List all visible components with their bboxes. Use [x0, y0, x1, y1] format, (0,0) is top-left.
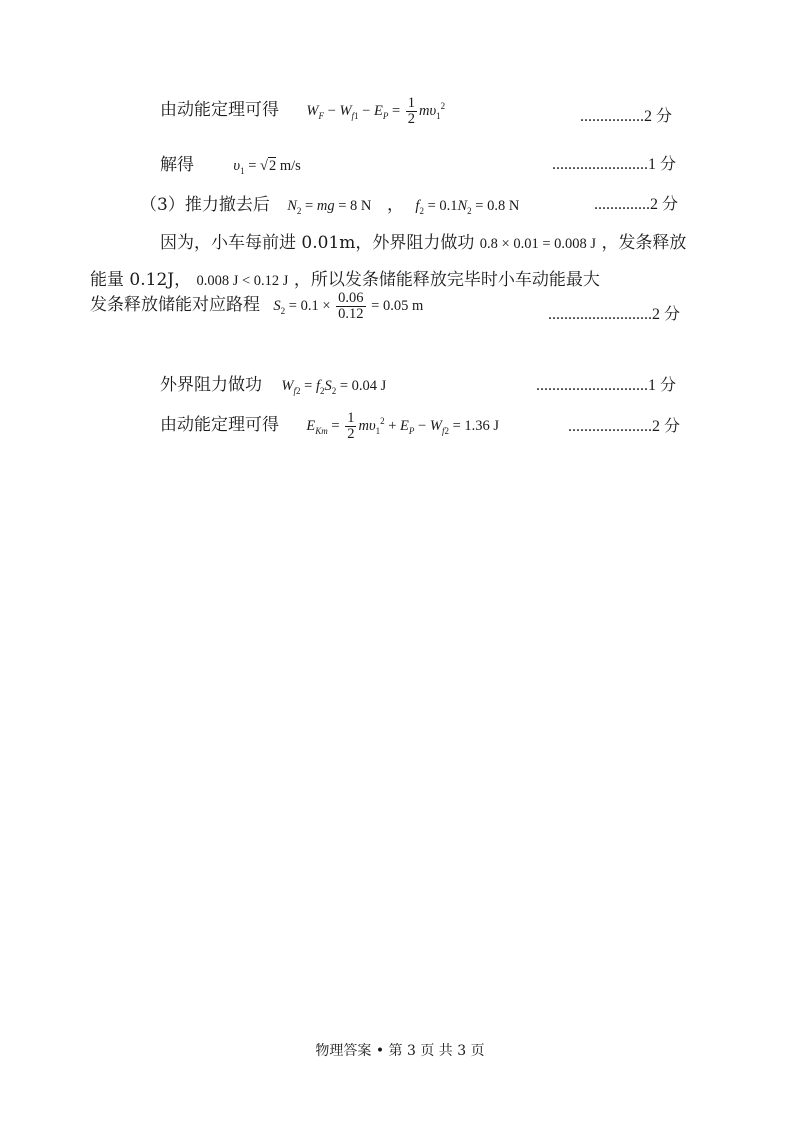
- page-footer: 物理答案 • 第 3 页 共 3 页: [315, 1043, 485, 1059]
- line-part-3: [140, 190, 519, 215]
- fraction: $\frac{1}{2}$: [407, 94, 416, 128]
- score-label: ..............2 分: [594, 196, 679, 213]
- kinetic-energy-equation: $E_{Km}$ = $\frac{1}{2}$ $m\upsilon_1^2 + E_P - W_{f2} = 1.36$ J: [306, 409, 500, 443]
- fraction-numerator: 0.06: [338, 289, 364, 306]
- fraction-denominator: 0.12: [338, 306, 364, 323]
- line-distance: [90, 290, 423, 322]
- line-label: 外界阻力做功: [160, 375, 262, 395]
- fraction: [336, 291, 365, 322]
- line-solution-velocity: [160, 150, 301, 175]
- resistance-work-equation: $W_{f2} = f_2S_2 = 0.04$ J: [281, 378, 387, 396]
- line-energy-compare: [90, 265, 600, 290]
- force-unit: N: [360, 198, 372, 214]
- friction-equation: $f_2 = 0.1N_2 = 0.8$ N: [415, 198, 520, 216]
- line-work-energy-2: [160, 410, 499, 442]
- text-segment: ，所以发条储能释放完毕时小车动能最大: [293, 270, 600, 290]
- normal-force-equation: $N_2$ = mg = 8 N: [287, 198, 372, 216]
- force-unit: N: [508, 198, 520, 214]
- line-resistance-work: [160, 370, 386, 395]
- energy-inequality: 0.008 J < 0.12 J: [196, 273, 289, 289]
- separator: ，: [387, 195, 404, 215]
- text-segment: ，发条释放: [601, 233, 687, 253]
- energy-unit: J: [493, 418, 500, 434]
- distance-unit: m: [411, 298, 424, 314]
- line-label: （3）推力撤去后: [140, 195, 270, 215]
- score-label: ..........................2 分: [548, 306, 681, 323]
- line-reason: [160, 228, 686, 253]
- score-label: .....................2 分: [568, 418, 681, 435]
- score-label: ............................1 分: [536, 377, 677, 394]
- line-label: 由动能定理可得: [160, 100, 279, 120]
- distance-equation: $S_2 = 0.1$ × $\frac{0.06}{0.12}$ = 0.05 m: [273, 289, 424, 323]
- line-label: 解得: [160, 155, 194, 175]
- line-label: 由动能定理可得: [160, 415, 279, 435]
- velocity-equation: $\upsilon_1 = √2$ m/s: [233, 158, 301, 176]
- text-segment: 能量 0.12J，: [90, 270, 192, 290]
- work-energy-equation: $W_F - W_{f1} - E_P$ = $\frac{1}{2}$ $m\upsilon_1^2$: [306, 94, 446, 128]
- energy-unit: J: [380, 378, 387, 394]
- score-label: ........................1 分: [552, 156, 677, 173]
- text-segment: 因为，小车每前进 0.01m，外界阻力做功: [160, 233, 475, 253]
- work-calc: 0.8 × 0.01 = 0.008 J: [479, 236, 597, 252]
- line-label: 发条释放储能对应路程: [90, 295, 260, 315]
- line-work-energy-1: [160, 95, 445, 127]
- score-label: ................2 分: [580, 108, 673, 125]
- fraction: $\frac{1}{2}$: [347, 409, 355, 443]
- velocity-unit: m/s: [279, 158, 301, 174]
